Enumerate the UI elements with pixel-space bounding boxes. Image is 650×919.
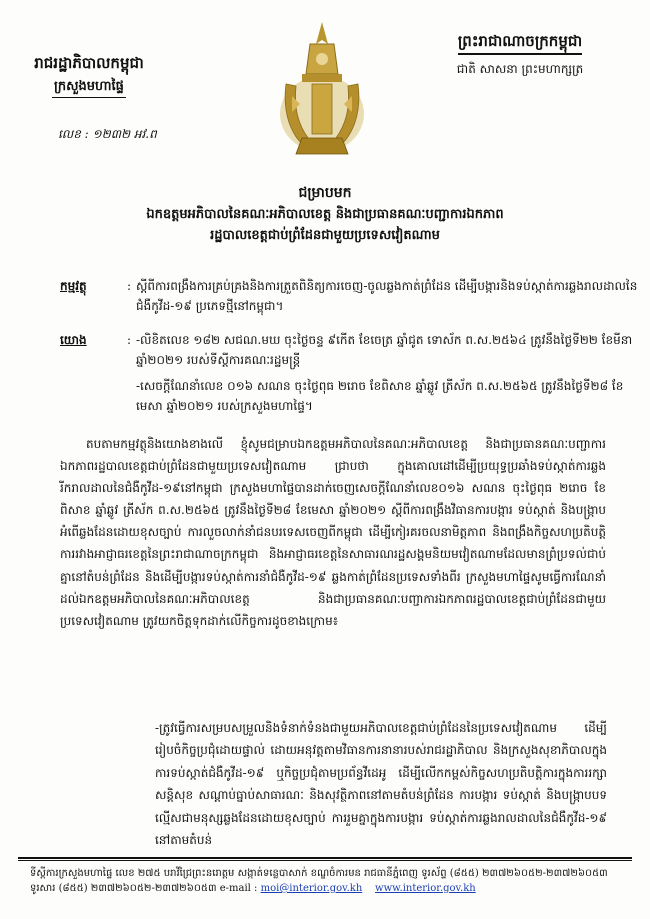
addressee-block — [60, 182, 590, 246]
reference-label: យោង — [60, 333, 87, 347]
reference-row-2 — [60, 376, 650, 420]
footer-email-link[interactable]: moi@interior.gov.kh — [260, 883, 363, 894]
subject-text: ស្តីពីការពង្រឹងការគ្រប់គ្រងនិងការត្រួតពិនិត្យការចេញ-ចូលឆ្លងកាត់ព្រំដែន ដើម្បីបង្ការនិងទប់ស្កាត់ការឆ្លងរាលដាលនៃជំងឺកូវីដ-១៩ ប្រភេទថ្មីនៅកម្ពុជា។ — [136, 279, 638, 313]
reference-item-2: -សេចក្តីណែនាំលេខ ០១៦ សណន ចុះថ្ងៃពុធ ២រោច ខែពិសាខ ឆ្នាំឆ្លូវ ត្រីស័ក ព.ស.២៥៦៥ ត្រូវនឹងថ្ងៃទី២៨ ខែមេសា ឆ្នាំ២០២១ របស់ក្រសួងមហាផ្ទៃ។ — [136, 379, 624, 413]
ministry-divider — [52, 97, 126, 98]
kingdom-title: ព្រះរាជាណាចក្រកម្ពុជា — [457, 32, 583, 50]
salutation: ជម្រាបមក — [298, 185, 352, 201]
kingdom-heading — [440, 30, 600, 58]
royal-emblem-icon — [262, 14, 382, 164]
body-paragraph-text: តបតាមកម្មវត្ថុនិងយោងខាងលើ ខ្ញុំសូមជម្រាបឯកឧត្តមអភិបាលនៃគណៈអភិបាលខេត្ត និងជាប្រធានគណៈបញ្ជាការឯកភាពរដ្ឋបាលខេត្តជាប់ព្រំដែនជាមួយប្រទេសវៀតណាម ជ្រាបថា ក្នុងគោលដៅដើម្បីប្រយុទ្ធប្រឆាំងទប់ស្កាត់ការឆ្លងរីករាលដាលនៃជំងឺកូវីដ-១៩នៅកម្ពុជា ក្រសួងមហាផ្ទៃបានដាក់ចេញសេចក្តីណែនាំលេខ០១៦ សណន ចុះថ្ងៃពុធ ២រោច ខែពិសាខ ឆ្នាំឆ្លូវ ត្រីស័ក ព.ស.២៥៦៥ ត្រូវនឹងថ្ងៃទី២៨ ខែមេសា ឆ្នាំ២០២១ ស្តីពីការពង្រឹងវិធានការបង្ការ ទប់ស្កាត់ និងបង្ក្រាបអំពើឆ្លងដែនដោយខុសច្បាប់ ការលួចលាក់នាំជនបរទេសចេញពីកម្ពុជា ដើម្បីកៀរគរចលនាមិត្តភាព និងពង្រឹងកិច្ចសហប្រតិបត្តិការរវាងអាជ្ញាធរខេត្តនៃព្រះរាជាណាចក្រកម្ពុជា និងអាជ្ញាធរខេត្តនៃសាធារណរដ្ឋសង្គមនិយមវៀតណាមដែលមានព្រំប្រទល់ជាប់គ្នានៅតំបន់ព្រំដែន និងដើម្បីបង្ការទប់ស្កាត់ការនាំជំងឺកូវីដ-១៩ ឆ្លងកាត់ព្រំដែនប្រទេសទាំងពីរ ក្រសួងមហាផ្ទៃសូមធ្វើការណែនាំដល់ឯកឧត្តមអភិបាលនៃគណៈអភិបាលខេត្ត និងជាប្រធានគណៈបញ្ជាការឯកភាពរដ្ឋបាលខេត្តជាប់ព្រំដែនជាមួយប្រទេសវៀតណាម ត្រូវយកចិត្តទុកដាក់លើកិច្ចការដូចខាងក្រោម៖ — [60, 437, 606, 628]
subject-row — [60, 276, 650, 320]
addressee-line-2: រដ្ឋបាលខេត្តជាប់ព្រំដែនជាមួយប្រទេសវៀតណាម — [210, 228, 440, 243]
bullet-item: -ត្រូវធ្វើការសម្របសម្រួលនិងទំនាក់ទំនងជាមួយអភិបាលខេត្តជាប់ព្រំដែននៃប្រទេសវៀតណាម ដើម្បីរៀបចំកិច្ចប្រជុំដោយផ្ទាល់ ដោយអនុវត្តតាមវិធានការនានារបស់រាជរដ្ឋាភិបាល និងក្រសួងសុខាភិបាលក្នុងការទប់ស្កាត់ជំងឺកូវីដ-១៩ ឬកិច្ចប្រជុំតាមប្រព័ន្ធវីដេអូ ដើម្បីលើកកម្ពស់កិច្ចសហប្រតិបត្តិការក្នុងការរក្សាសន្តិសុខ សណ្តាប់ធ្នាប់សាធារណៈ និងសុវត្ថិភាពនៅតាមតំបន់ព្រំដែន ការបង្ការ ទប់ស្កាត់ និងបង្ក្រាបបទល្មើសជាមនុស្សឆ្លងដែនដោយខុសច្បាប់ ការរួមគ្នាក្នុងការបង្ការ ទប់ស្កាត់ការឆ្លងរាលដាលនៃជំងឺកូវីដ-១៩ នៅតាមតំបន់ — [155, 721, 607, 848]
footer-website-link[interactable]: www.interior.gov.kh — [375, 883, 476, 894]
footer-address: ទីស្តីការក្រសួងមហាផ្ទៃ លេខ ២៧៥ បរាវីជ្រៃព្រះនរោត្តម សង្កាត់ទន្លេបាសាក់ ខណ្ឌចំការមន រាជធានីភ្នំពេញ ទូរស័ព្ទ (៨៥៥) ២៣៧២៦០៥២-២៣៧២៦០៥៣ — [30, 868, 608, 879]
reference-item-1: -លិខិតលេខ ១៨២ សជណ.មឃ ចុះថ្ងៃចន្ទ ៩កើត ខែចេត្រ ឆ្នាំជូត ទោស័ក ព.ស.២៥៦៤ ត្រូវនឹងថ្ងៃទី២២ ខែមីនា ឆ្នាំ២០២១ របស់ទីស្តីការគណៈរដ្ឋមន្ត្រី — [136, 333, 633, 367]
footer-contact — [30, 866, 630, 896]
footer-fax: ទូរសារ (៨៥៥) ២៣៧២៦០៥២-២៣៧២៦០៥៣ e-mail : — [30, 883, 258, 894]
addressee-line-1: ឯកឧត្តមអភិបាលនៃគណៈអភិបាលខេត្ត និងជាប្រធានគណៈបញ្ជាការឯកភាព — [146, 207, 504, 222]
subject-label: កម្មវត្ថុ — [60, 279, 87, 293]
reference-colon: : — [126, 333, 132, 347]
footer-separator — [365, 883, 371, 894]
ministry-name: ក្រសួងមហាផ្ទៃ — [54, 79, 124, 94]
footer-divider-thin — [18, 860, 632, 861]
reference-row-1 — [60, 330, 650, 374]
kingdom-divider — [458, 53, 582, 58]
government-name: រាជរដ្ឋាភិបាលកម្ពុជា — [34, 54, 144, 72]
footer-divider — [18, 857, 632, 859]
subject-colon: : — [126, 279, 132, 293]
reference-number: លេខ : ១២៣២ អវ.ព — [58, 127, 157, 141]
ministry-name-block — [14, 78, 164, 98]
footer-contact-line — [30, 881, 630, 896]
national-motto: ជាតិ សាសនា ព្រះមហាក្សត្រ — [456, 62, 584, 76]
body-paragraph — [60, 433, 606, 632]
